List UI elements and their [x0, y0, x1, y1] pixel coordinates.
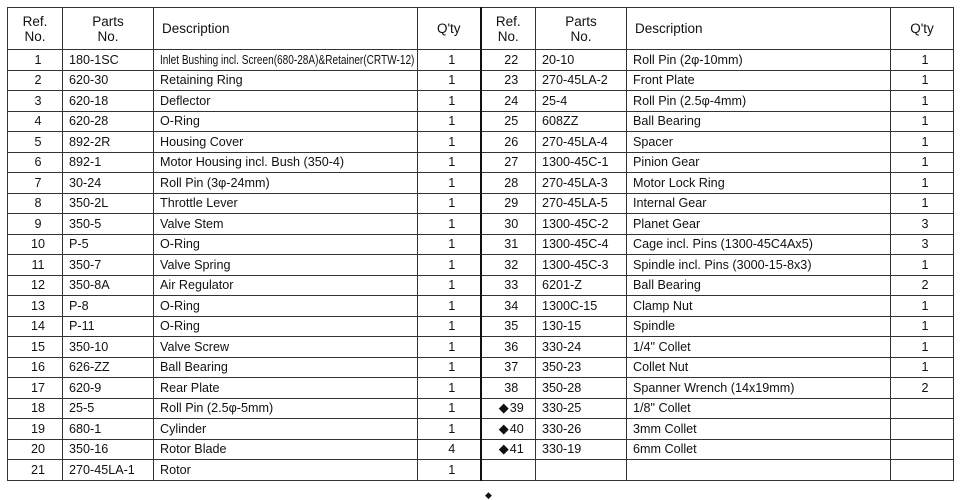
part-number: 350-5 [63, 214, 154, 235]
part-description: 3mm Collet [627, 419, 891, 440]
description-text: Rear Plate [160, 380, 220, 395]
description-text: O-Ring [160, 319, 200, 334]
ref-number: 5 [8, 132, 63, 153]
ref-number [481, 173, 536, 194]
quantity: 1 [891, 316, 954, 337]
parts-table [7, 7, 954, 481]
ref-number: 3 [8, 91, 63, 112]
quantity: 1 [891, 296, 954, 317]
ref-number-text: 36 [504, 339, 519, 354]
part-description [154, 337, 418, 358]
quantity: 1 [418, 419, 481, 440]
ref-number [481, 316, 536, 337]
quantity: 1 [891, 111, 954, 132]
ref-number [481, 419, 536, 440]
ref-number-text: 32 [504, 257, 519, 272]
quantity: 1 [418, 214, 481, 235]
part-number: 25-5 [63, 398, 154, 419]
part-number: 330-24 [536, 337, 627, 358]
ref-number [481, 50, 536, 71]
quantity: 1 [418, 173, 481, 194]
ref-number: 4 [8, 111, 63, 132]
description-text: O-Ring [160, 237, 200, 252]
quantity: 1 [418, 316, 481, 337]
part-description [154, 173, 418, 194]
description-text: Retaining Ring [160, 73, 243, 88]
part-number: 350-28 [536, 378, 627, 399]
part-number: 1300-45C-3 [536, 255, 627, 276]
part-number: 892-1 [63, 152, 154, 173]
ref-number [481, 398, 536, 419]
table-row [8, 152, 954, 173]
part-number: P-11 [63, 316, 154, 337]
part-number: 270-45LA-3 [536, 173, 627, 194]
table-row [8, 91, 954, 112]
description-text: O-Ring [160, 298, 200, 313]
part-description [154, 234, 418, 255]
ref-number [481, 214, 536, 235]
part-description: Collet Nut [627, 357, 891, 378]
header-qty-left: Q'ty [418, 8, 481, 50]
part-number: 620-30 [63, 70, 154, 91]
description-text: Rotor Blade [160, 442, 227, 457]
part-description [154, 132, 418, 153]
optional-accessory-marker: ◆ [498, 420, 509, 436]
ref-number: 16 [8, 357, 63, 378]
header-parts-left [63, 8, 154, 50]
part-description [154, 419, 418, 440]
ref-number [481, 70, 536, 91]
table-row [8, 398, 954, 419]
part-number: 1300-45C-1 [536, 152, 627, 173]
quantity: 1 [891, 50, 954, 71]
description-text: Rotor [160, 462, 191, 477]
part-number: 330-19 [536, 439, 627, 460]
description-text: Ball Bearing [160, 360, 228, 375]
quantity: 1 [418, 275, 481, 296]
part-description: Internal Gear [627, 193, 891, 214]
part-number: 350-10 [63, 337, 154, 358]
parts-list-sheet [7, 7, 953, 500]
quantity: 1 [418, 378, 481, 399]
header-ref-right [481, 8, 536, 50]
part-description [154, 152, 418, 173]
part-number: 6201-Z [536, 275, 627, 296]
quantity: 1 [418, 132, 481, 153]
part-number: 626-ZZ [63, 357, 154, 378]
part-description [154, 50, 418, 71]
part-description: Spindle [627, 316, 891, 337]
ref-number: 6 [8, 152, 63, 173]
ref-number-text: 23 [504, 73, 519, 88]
description-text: Air Regulator [160, 278, 234, 293]
header-description-left: Description [154, 8, 418, 50]
description-text: Housing Cover [160, 134, 244, 149]
part-description [154, 460, 418, 481]
quantity: 1 [418, 398, 481, 419]
part-number: 680-1 [63, 419, 154, 440]
part-number: 350-16 [63, 439, 154, 460]
description-text: Deflector [160, 93, 211, 108]
header-parts-right [536, 8, 627, 50]
ref-number: 1 [8, 50, 63, 71]
header-ref-text: Ref. No. [22, 13, 48, 44]
ref-number-text: 30 [504, 216, 519, 231]
quantity: 1 [418, 337, 481, 358]
part-description [154, 439, 418, 460]
table-row [8, 460, 954, 481]
header-qty-right: Q'ty [891, 8, 954, 50]
ref-number: 2 [8, 70, 63, 91]
ref-number-text: 37 [504, 360, 519, 375]
part-number: 270-45LA-1 [63, 460, 154, 481]
ref-number [481, 234, 536, 255]
part-number: 270-45LA-4 [536, 132, 627, 153]
quantity: 2 [891, 378, 954, 399]
optional-accessory-marker: ◆ [498, 400, 509, 416]
ref-number-text: 31 [504, 237, 519, 252]
quantity: 1 [418, 152, 481, 173]
quantity [891, 460, 954, 481]
ref-number-text: 35 [504, 319, 519, 334]
quantity: 1 [891, 337, 954, 358]
ref-number-text: 38 [504, 380, 519, 395]
description-text: Roll Pin (2.5φ-5mm) [160, 401, 274, 416]
part-number: 350-23 [536, 357, 627, 378]
header-parts-text: Parts No. [92, 13, 124, 44]
part-description [154, 91, 418, 112]
quantity: 1 [891, 132, 954, 153]
ref-number: 12 [8, 275, 63, 296]
ref-number-text: 27 [504, 155, 519, 170]
description-text: Throttle Lever [160, 196, 238, 211]
quantity: 1 [891, 91, 954, 112]
table-row [8, 419, 954, 440]
ref-number [481, 132, 536, 153]
part-description [154, 111, 418, 132]
part-number: 1300C-15 [536, 296, 627, 317]
parts-rows [8, 50, 954, 481]
quantity: 1 [418, 91, 481, 112]
description-text: Roll Pin (3φ-24mm) [160, 175, 270, 190]
quantity: 3 [891, 214, 954, 235]
ref-number [481, 255, 536, 276]
ref-number: 11 [8, 255, 63, 276]
part-description: Roll Pin (2.5φ-4mm) [627, 91, 891, 112]
part-number: 25-4 [536, 91, 627, 112]
part-description: Pinion Gear [627, 152, 891, 173]
quantity: 1 [418, 255, 481, 276]
ref-number: 18 [8, 398, 63, 419]
ref-number: 20 [8, 439, 63, 460]
part-description: 6mm Collet [627, 439, 891, 460]
ref-number [481, 460, 536, 481]
quantity: 1 [418, 50, 481, 71]
quantity: 1 [891, 70, 954, 91]
ref-number-text: 28 [504, 175, 519, 190]
ref-number-text: 22 [504, 52, 519, 67]
ref-number-text: 25 [504, 114, 519, 129]
table-row [8, 173, 954, 194]
ref-number: 19 [8, 419, 63, 440]
table-row [8, 111, 954, 132]
ref-number [481, 378, 536, 399]
header-ref-left [8, 8, 63, 50]
part-number: 270-45LA-5 [536, 193, 627, 214]
ref-number [481, 111, 536, 132]
part-number: 270-45LA-2 [536, 70, 627, 91]
ref-number [481, 357, 536, 378]
table-row [8, 378, 954, 399]
header-parts-text: Parts No. [565, 13, 597, 44]
ref-number: 17 [8, 378, 63, 399]
part-number: 620-18 [63, 91, 154, 112]
description-text: Valve Spring [160, 257, 231, 272]
quantity: 1 [891, 193, 954, 214]
ref-number [481, 91, 536, 112]
part-number: 350-2L [63, 193, 154, 214]
ref-number-text: 34 [504, 298, 519, 313]
quantity: 4 [418, 439, 481, 460]
part-number: 608ZZ [536, 111, 627, 132]
ref-number: 10 [8, 234, 63, 255]
part-number: 620-28 [63, 111, 154, 132]
ref-number-text: 26 [504, 134, 519, 149]
part-description [154, 255, 418, 276]
part-number: 350-7 [63, 255, 154, 276]
ref-number [481, 193, 536, 214]
quantity: 1 [891, 152, 954, 173]
part-description [627, 460, 891, 481]
table-row [8, 296, 954, 317]
ref-number-text: 41 [509, 442, 524, 457]
part-description [154, 316, 418, 337]
description-text: Inlet Bushing incl. Screen(680-28A)&Retainer(CRTW-12) [160, 52, 415, 67]
description-text: O-Ring [160, 114, 200, 129]
quantity [891, 419, 954, 440]
table-row [8, 439, 954, 460]
part-description: 1/4" Collet [627, 337, 891, 358]
part-description: Roll Pin (2φ-10mm) [627, 50, 891, 71]
description-text: Motor Housing incl. Bush (350-4) [160, 155, 345, 170]
table-row [8, 234, 954, 255]
ref-number: 14 [8, 316, 63, 337]
table-row [8, 193, 954, 214]
ref-number: 21 [8, 460, 63, 481]
table-row [8, 337, 954, 358]
part-description: Spacer [627, 132, 891, 153]
ref-number [481, 152, 536, 173]
ref-number-text: 39 [509, 401, 524, 416]
quantity: 1 [418, 460, 481, 481]
ref-number-text: 24 [504, 93, 519, 108]
part-description: Front Plate [627, 70, 891, 91]
part-description: Ball Bearing [627, 275, 891, 296]
part-number: P-5 [63, 234, 154, 255]
header-description-right: Description [627, 8, 891, 50]
part-description [154, 398, 418, 419]
ref-number-text: 40 [509, 421, 524, 436]
ref-number: 13 [8, 296, 63, 317]
ref-number: 8 [8, 193, 63, 214]
part-description [154, 357, 418, 378]
part-description [154, 275, 418, 296]
quantity [891, 439, 954, 460]
table-row [8, 214, 954, 235]
quantity: 1 [891, 357, 954, 378]
header-ref-text: Ref. No. [495, 13, 521, 44]
ref-number: 7 [8, 173, 63, 194]
part-description [154, 193, 418, 214]
part-number: P-8 [63, 296, 154, 317]
table-row [8, 316, 954, 337]
part-description [154, 296, 418, 317]
description-text: Valve Stem [160, 216, 224, 231]
part-description: Motor Lock Ring [627, 173, 891, 194]
ref-number: 9 [8, 214, 63, 235]
ref-number [481, 296, 536, 317]
quantity: 1 [891, 173, 954, 194]
ref-number-text: 33 [504, 278, 519, 293]
table-row [8, 357, 954, 378]
part-number: 30-24 [63, 173, 154, 194]
quantity: 1 [418, 70, 481, 91]
quantity: 1 [418, 111, 481, 132]
ref-number-text: 29 [504, 196, 519, 211]
quantity: 2 [891, 275, 954, 296]
part-number: 180-1SC [63, 50, 154, 71]
part-number: 130-15 [536, 316, 627, 337]
part-description: Spanner Wrench (14x19mm) [627, 378, 891, 399]
table-row [8, 70, 954, 91]
part-description: Clamp Nut [627, 296, 891, 317]
quantity: 3 [891, 234, 954, 255]
table-row [8, 50, 954, 71]
table-row [8, 275, 954, 296]
part-description: Planet Gear [627, 214, 891, 235]
part-description [154, 70, 418, 91]
ref-number [481, 337, 536, 358]
ref-number: 15 [8, 337, 63, 358]
part-number: 620-9 [63, 378, 154, 399]
part-description: Spindle incl. Pins (3000-15-8x3) [627, 255, 891, 276]
part-number: 1300-45C-2 [536, 214, 627, 235]
part-description: 1/8" Collet [627, 398, 891, 419]
quantity: 1 [891, 255, 954, 276]
quantity: 1 [418, 234, 481, 255]
quantity [891, 398, 954, 419]
quantity: 1 [418, 193, 481, 214]
ref-number [481, 439, 536, 460]
description-text: Valve Screw [160, 339, 230, 354]
quantity: 1 [418, 357, 481, 378]
part-number: 1300-45C-4 [536, 234, 627, 255]
part-number: 892-2R [63, 132, 154, 153]
quantity: 1 [418, 296, 481, 317]
ref-number [481, 275, 536, 296]
footnote-marker: ◆ [485, 490, 492, 500]
optional-accessory-marker: ◆ [498, 441, 509, 457]
part-number: 20-10 [536, 50, 627, 71]
part-description: Cage incl. Pins (1300-45C4Ax5) [627, 234, 891, 255]
table-row [8, 255, 954, 276]
part-number: 350-8A [63, 275, 154, 296]
part-description: Ball Bearing [627, 111, 891, 132]
part-number [536, 460, 627, 481]
description-text: Cylinder [160, 421, 207, 436]
part-number: 330-26 [536, 419, 627, 440]
part-description [154, 378, 418, 399]
part-number: 330-25 [536, 398, 627, 419]
table-row [8, 132, 954, 153]
header-row [8, 8, 954, 50]
part-description [154, 214, 418, 235]
